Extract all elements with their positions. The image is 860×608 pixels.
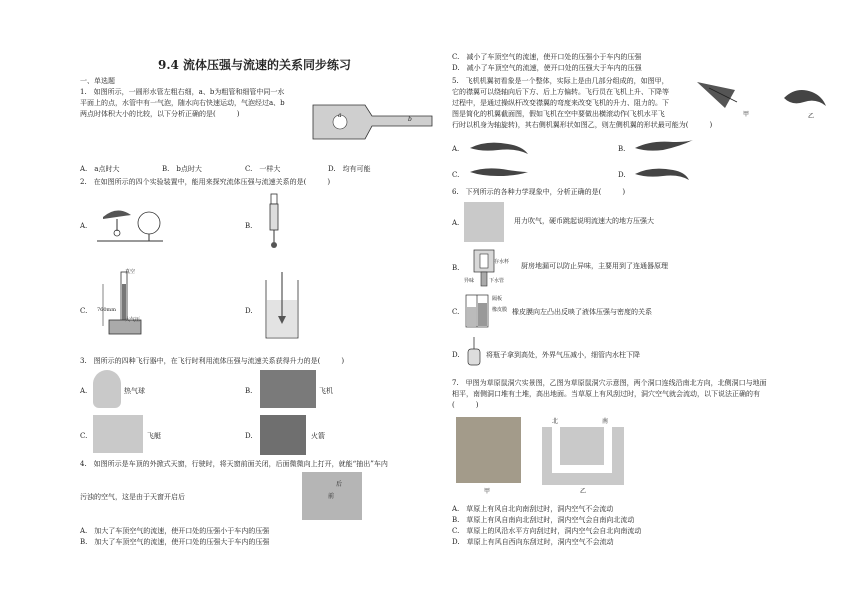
q6-option-d[interactable]: D. <box>452 351 460 359</box>
q5-stem-line4: 图是简化的机翼截面图，假如飞机在空中要做出横滚动作(飞机水平飞 <box>452 110 665 118</box>
q6-c-label-membrane: 橡皮膜 <box>492 307 508 313</box>
q7-stem-line3: ( ) <box>452 401 479 409</box>
q2-torricelli-figure <box>95 268 165 338</box>
q5-fig-yi-label: 乙 <box>808 113 815 120</box>
q2-c-mm-label: 760mm <box>97 307 117 313</box>
q5-wing-figure-yi <box>782 84 827 122</box>
page-title: 9.4 流体压强与流速的关系同步练习 <box>158 58 352 72</box>
q4-option-d[interactable]: D. 减小了车顶空气的流速，使开口处的压强大于车内的压强 <box>452 64 642 72</box>
q1-point-b-label: b <box>408 116 412 123</box>
q4-front-label: 前 <box>328 493 335 500</box>
q1-option-d[interactable]: D. 均有可能 <box>328 165 371 173</box>
q2-option-a[interactable]: A. <box>80 222 88 230</box>
q6-partition-figure <box>464 293 512 329</box>
q5-option-c[interactable]: C. <box>452 171 460 179</box>
q5-option-b-wing <box>633 138 695 156</box>
q7-option-d[interactable]: D. 草原上有风自西向东刮过时，洞内空气不会流动 <box>452 538 614 546</box>
q1-stem-line2: 平面上的点，水管中有一气泡，随水向右快速运动，气泡经过a、b <box>80 99 285 107</box>
q3-stem: 3. 图所示的四种飞行器中，在飞行时利用流体压强与流速关系获得升力的是( ) <box>80 357 345 365</box>
q4-sunroof-image <box>302 472 362 520</box>
q6-option-a-text: 用力吹气，硬币跳起说明流速大的地方压强大 <box>514 217 654 225</box>
q6-b-label-cup: 存水杯 <box>494 259 510 265</box>
q6-b-label-odor: 异味 <box>464 278 475 284</box>
q3-option-b[interactable]: B. <box>245 387 253 395</box>
q2-stem: 2. 在如图所示的四个实验装置中，能用来探究流体压强与流速关系的是( ) <box>80 178 331 186</box>
q3-option-c[interactable]: C. <box>80 432 88 440</box>
q3-rocket-image <box>260 415 306 455</box>
q6-c-label-partition: 隔板 <box>492 296 503 302</box>
q4-stem-line2: 污浊的空气，这是由于天窗开启后 <box>80 493 185 501</box>
q6-option-a[interactable]: A. <box>452 219 460 227</box>
q7-option-c[interactable]: C. 草原上的风沿水平方向刮过时，洞内空气会自北向南流动 <box>452 527 642 535</box>
q3-airship-image <box>93 415 143 453</box>
q7-south-label: 南 <box>602 418 609 425</box>
q5-option-d-wing <box>633 164 695 182</box>
q5-option-a-wing <box>468 138 530 156</box>
q5-option-a[interactable]: A. <box>452 145 460 153</box>
q3-option-a-text: 热气球 <box>124 387 145 395</box>
q7-stem-line1: 7. 甲图为草原鼠洞穴实景图，乙图为草原鼠洞穴示意图，两个洞口连线沿南北方向，北侧洞口与地面 <box>452 379 767 387</box>
q5-fig-jia-label: 甲 <box>743 111 750 118</box>
q1-point-a-label: a <box>338 112 342 119</box>
q2-c-atm-label: 大气压 <box>125 317 141 323</box>
q1-pipe-figure <box>310 102 435 142</box>
q3-option-b-text: 飞机 <box>319 387 333 395</box>
q1-option-a[interactable]: A. a点时大 <box>80 165 120 173</box>
q6-option-d-text: 将瓶子拿到高处，外界气压减小，细管内水柱下降 <box>486 351 640 359</box>
section-heading: 一、单选题 <box>80 77 115 85</box>
q1-stem-line1: 1. 如图所示，一圆形水管左粗右细，a、b为粗管和细管中同一水 <box>80 88 285 96</box>
q5-stem-line1: 5. 飞机机翼初看象是一个整体，实际上是由几部分组成的，如图甲， <box>452 77 669 85</box>
q5-stem-line5: 行时以机身为轴旋转)，其右侧机翼形状如图乙，则左侧机翼的形状最可能为( ) <box>452 121 713 129</box>
q1-option-c[interactable]: C. 一样大 <box>245 165 281 173</box>
q5-option-b[interactable]: B. <box>618 145 626 153</box>
q6-option-c[interactable]: C. <box>452 308 460 316</box>
q1-stem-line3: 两点时体积大小的比较，以下分析正确的是( ) <box>80 110 240 118</box>
q7-option-b[interactable]: B. 草原上有风自南向北刮过时，洞内空气会自南向北流动 <box>452 516 635 524</box>
q7-stem-line2: 相平，南侧洞口堆有土堆，高出地面。当草原上有风刮过时，洞穴空气就会流动，以下说法正确的有 <box>452 390 760 398</box>
q2-option-c[interactable]: C. <box>80 307 88 315</box>
q5-option-d[interactable]: D. <box>618 171 626 179</box>
q6-option-b[interactable]: B. <box>452 264 460 272</box>
q3-option-d[interactable]: D. <box>245 432 253 440</box>
q5-option-c-wing <box>468 164 530 182</box>
q2-syringe-figure <box>262 192 286 250</box>
q7-fig-yi-label: 乙 <box>580 488 587 495</box>
q7-option-a[interactable]: A. 草原上有风自北向南刮过时，洞内空气不会流动 <box>452 505 614 513</box>
q2-option-d[interactable]: D. <box>245 307 253 315</box>
q2-fan-wing-figure <box>95 205 165 245</box>
q3-option-a[interactable]: A. <box>80 387 88 395</box>
q6-floor-drain-figure <box>464 248 514 288</box>
q5-stem-line3: 过程中，是通过操纵杆改变襟翼的弯度来改变飞机的升力、阻力的。下 <box>452 99 669 107</box>
q6-option-c-text: 橡皮膜向左凸出反映了液体压强与密度的关系 <box>512 308 652 316</box>
q2-c-vacuum-label: 真空 <box>125 269 136 275</box>
q3-option-d-text: 火箭 <box>311 432 325 440</box>
q4-stem-line1: 4. 如图所示是车顶的外掀式天窗，行驶时，将天窗前面关闭，后面微微向上打开，就能“抽出”车内 <box>80 460 388 468</box>
q6-b-label-pipe: 下水管 <box>489 278 505 284</box>
q4-option-a[interactable]: A. 加大了车顶空气的流速，使开口处的压强小于车内的压强 <box>80 527 270 535</box>
q7-north-label: 北 <box>552 418 559 425</box>
q5-stem-line2: 它的襟翼可以绕轴向后下方、后上方偏转。飞行员在飞机上升、下降等 <box>452 88 669 96</box>
q6-option-b-text: 厨房地漏可以防止异味，主要用到了连通器原理 <box>521 262 668 270</box>
q6-blow-coin-image <box>464 202 504 242</box>
q1-option-b[interactable]: B. b点时大 <box>162 165 202 173</box>
q3-airplane-image <box>260 370 316 408</box>
q3-option-c-text: 飞艇 <box>147 432 161 440</box>
q5-wing-figure-jia <box>695 78 780 120</box>
q4-back-label: 后 <box>336 481 343 488</box>
q2-option-b[interactable]: B. <box>245 222 253 230</box>
q6-stem: 6. 下列所示的各种力学现象中，分析正确的是( ) <box>452 188 626 196</box>
q4-option-c[interactable]: C. 减小了车顶空气的流速，使开口处的压强小于车内的压强 <box>452 53 642 61</box>
q4-option-b[interactable]: B. 加大了车顶空气的流速，使开口处的压强大于车内的压强 <box>80 538 270 546</box>
q3-hot-air-balloon-image <box>93 370 121 408</box>
q7-burrow-photo <box>456 417 521 483</box>
q7-burrow-diagram <box>542 417 624 485</box>
q7-fig-jia-label: 甲 <box>484 488 491 495</box>
q6-bottle-figure <box>466 337 482 367</box>
q2-beaker-figure <box>262 270 302 342</box>
